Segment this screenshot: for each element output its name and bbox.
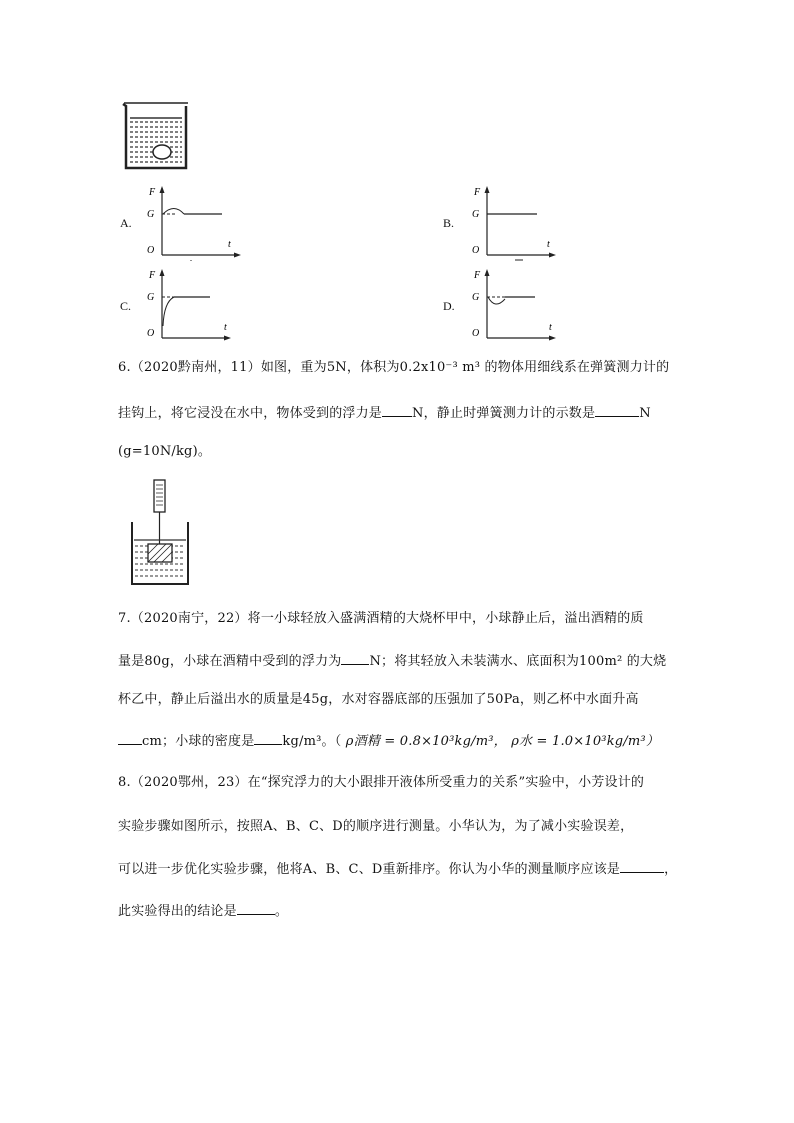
spring-scale-figure [126,478,196,590]
q6-blank-buoyancy[interactable] [382,404,412,417]
svg-text:t: t [547,239,550,250]
svg-text:O: O [147,245,155,256]
svg-text:F: F [474,270,481,281]
svg-text:G: G [147,209,155,220]
option-b-label[interactable]: B. [443,216,455,230]
svg-text:O: O [472,328,480,339]
q7-line3: 杯乙中，静止后溢出水的质量是45g，水对容器底部的压强加了50Pa，则乙杯中水面升高 [118,692,639,707]
submerged-block [148,544,172,562]
q8-blank-conclusion[interactable] [237,902,275,915]
q8-line4: 此实验得出的结论是 。 [118,904,289,919]
q8-line2: 实验步骤如图所示，按照A、B、C、D的顺序进行测量。小华认为，为了减小实验误差， [118,819,634,834]
q7-line4: cm；小球的密度是 kg/m³。（ ρ酒精 = 0.8×10³kg/m³， ρ水 = 1.0×10³kg/m³） [118,732,659,750]
svg-text:O: O [472,245,480,256]
graph-option-d [465,266,570,344]
graph-option-c [140,266,245,344]
q6-line2: 挂钩上，将它浸没在水中，物体受到的浮力是 N，静止时弹簧测力计的示数是 N [118,406,651,421]
q8-line1: 8.（2020鄂州，23）在“探究浮力的大小跟排开液体所受重力的关系”实验中，小芳设计的 [118,775,645,790]
q6-line1: 6.（2020黔南州，11）如图，重为5N，体积为0.2x10⁻³ m³ 的物体用细线系在弹簧测力计的 [118,360,670,375]
svg-text:O: O [147,328,155,339]
svg-text:t: t [228,239,231,250]
graph-option-a [140,183,245,261]
q6-blank-reading[interactable] [595,404,639,417]
svg-text:F: F [149,187,156,198]
graph-option-b [465,183,570,261]
q7-line1: 7.（2020南宁，22）将一小球轻放入盛满酒精的大烧杯甲中，小球静止后，溢出酒精的质 [118,611,644,626]
q6-line3: (g=10N/kg)。 [118,444,212,459]
option-c-label[interactable]: C. [120,299,132,313]
svg-text:F: F [149,270,156,281]
svg-text:F: F [474,187,481,198]
q7-blank-buoyancy[interactable] [341,652,369,665]
svg-text:G: G [472,292,480,303]
q8-line3: 可以进一步优化实验步骤，他将A、B、C、D重新排序。你认为小华的测量顺序应该是 ， [118,862,678,877]
svg-text:G: G [147,292,155,303]
beaker-ball-figure [120,100,192,172]
option-d-label[interactable]: D. [443,299,455,313]
q8-blank-order[interactable] [620,860,664,873]
q7-blank-density[interactable] [254,732,282,745]
ball [153,145,171,159]
svg-text:t: t [224,322,227,333]
q7-blank-rise[interactable] [118,732,142,745]
svg-text:t: t [549,322,552,333]
option-a-label[interactable]: A. [120,216,132,230]
svg-text:G: G [472,209,480,220]
q7-line2: 量是80g，小球在酒精中受到的浮力为 N；将其轻放入未装满水、底面积为100m² 的大烧 [118,654,667,669]
